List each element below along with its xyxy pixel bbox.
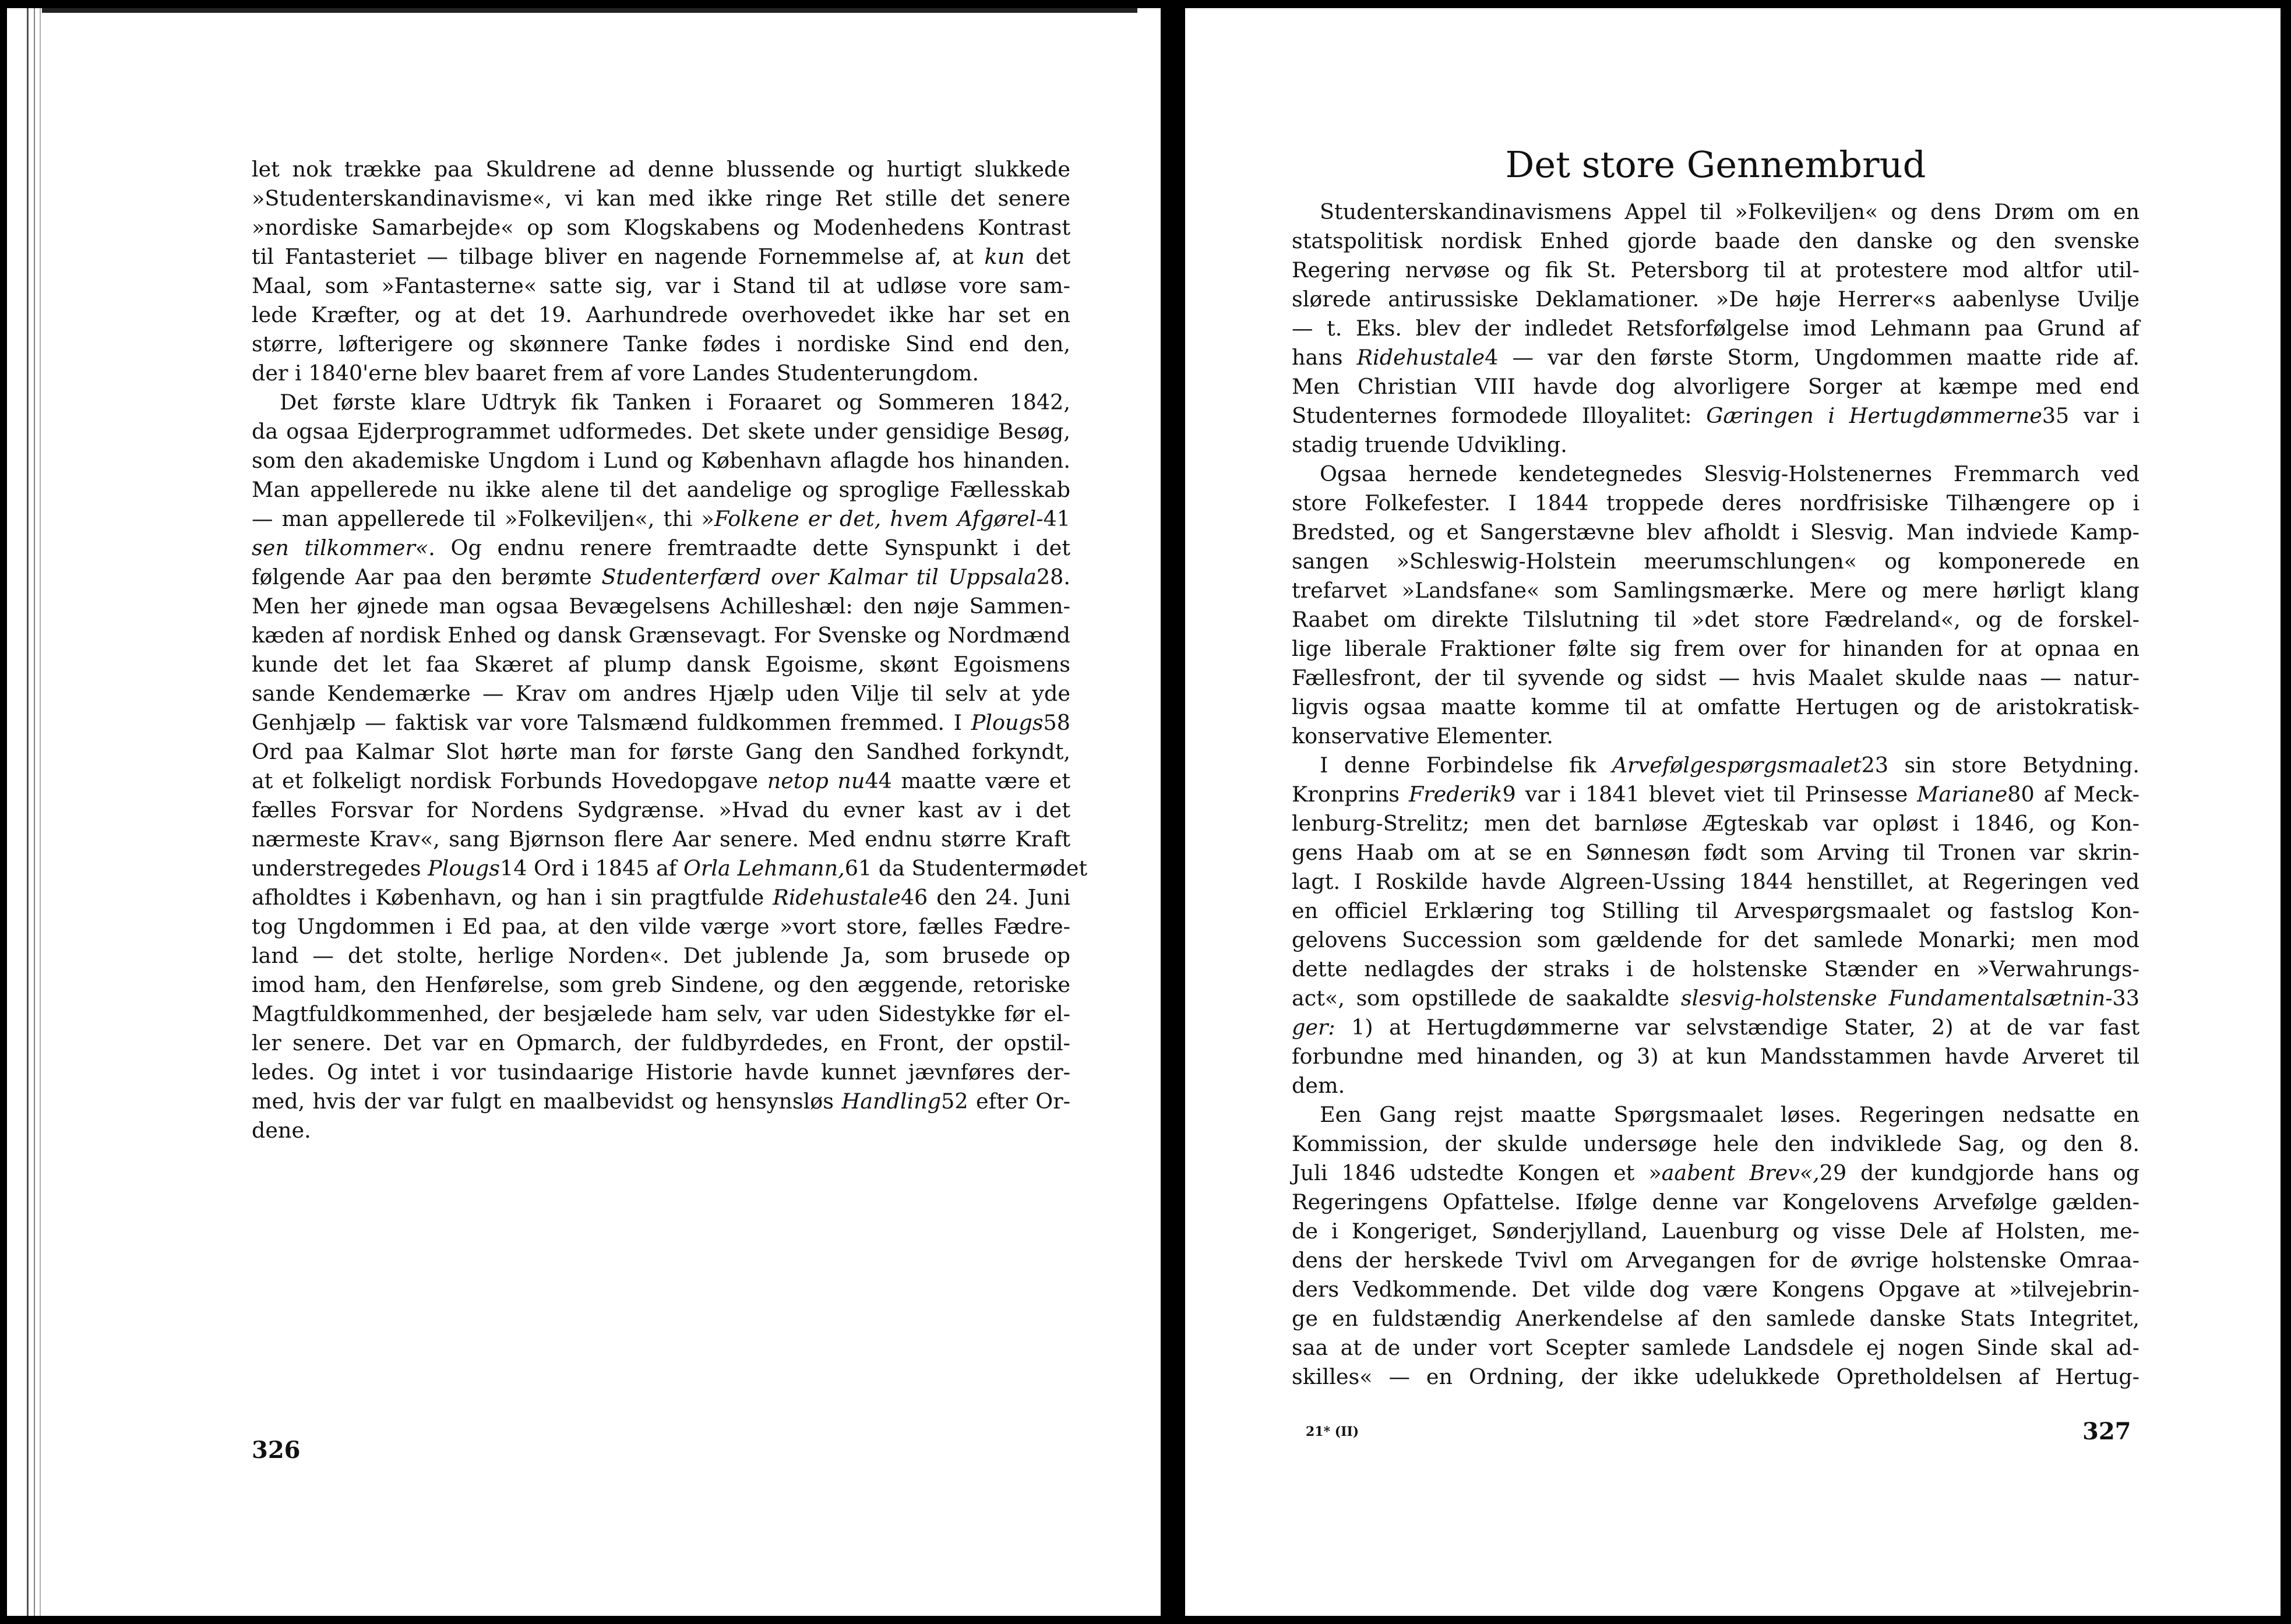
text-line: kunde det let faa Skæret af plump dansk Egoisme, skønt Egoismens (252, 652, 1070, 677)
text-line: fælles Forsvar for Nordens Sydgrænse. »Hvad du evner kast av i det (252, 797, 1070, 822)
left-page (7, 8, 1161, 1616)
text-line: land — det stolte, herlige Norden«. Det jublende Ja, som brusede op (252, 943, 1070, 968)
text-line: der i 1840'erne blev baaret frem af vore Landes Studenterungdom. (252, 361, 979, 386)
text-line: forbundne med hinanden, og 3) at kun Mandsstammen havde Arveret til (1292, 1044, 2140, 1069)
text-line: saa at de under vort Scepter samlede Landsdele ej nogen Sinde skal ad- (1292, 1335, 2140, 1360)
text-line: — man appellerede til »Folkeviljen«, thi »Folkene er det, hvem Afgørel-41 (252, 506, 1070, 531)
text-line: sangen »Schleswig-Holstein meerumschlungen« og komponerede en (1292, 549, 2140, 574)
text-line: Det første klare Udtryk fik Tanken i Foraaret og Sommeren 1842, (280, 390, 1070, 415)
text-line: Ogsaa hernede kendetegnedes Slesvig-Holstenernes Fremmarch ved (1320, 461, 2140, 486)
text-line: lenburg-Strelitz; men det barnløse Ægteskab var opløst i 1846, og Kon- (1292, 811, 2140, 836)
right-page (1185, 8, 2281, 1616)
text-line: sande Kendemærke — Krav om andres Hjælp uden Vilje til selv at yde (252, 681, 1070, 706)
text-line: Regering nervøse og fik St. Petersborg til at protestere mod altfor util- (1292, 257, 2140, 283)
page-top-edge (42, 8, 1137, 13)
text-line: sen tilkommer«. Og endnu renere fremtraadte dette Synspunkt i det (252, 535, 1070, 560)
text-line: lede Kræfter, og at det 19. Aarhundrede overhovedet ikke har set en (252, 302, 1070, 327)
text-line: Studenternes formodede Illoyalitet: Gæringen i Hertugdømmerne35 var i (1292, 403, 2140, 428)
text-line: ge en fuldstændig Anerkendelse af den samlede danske Stats Integritet, (1292, 1306, 2140, 1331)
page-edge-shadow (40, 8, 41, 1616)
text-line: Fællesfront, der til syvende og sidst — hvis Maalet skulde naas — natur- (1292, 665, 2140, 690)
text-line: en officiel Erklæring tog Stilling til Arvespørgsmaalet og fastslog Kon- (1292, 898, 2140, 923)
text-line: de i Kongeriget, Sønderjylland, Lauenburg og visse Dele af Holsten, me- (1292, 1219, 2140, 1244)
text-line: trefarvet »Landsfane« som Samlingsmærke. Mere og mere hørligt klang (1292, 578, 2140, 603)
left-page-body (252, 155, 1088, 1145)
text-line: Maal, som »Fantasterne« satte sig, var i Stand til at udløse vore sam- (252, 273, 1070, 298)
page-edge-shadow (34, 8, 35, 1616)
text-line: act«, som opstillede de saakaldte slesvig-holstenske Fundamentalsætnin-33 (1292, 986, 2140, 1011)
text-line: lagt. I Roskilde havde Algreen-Ussing 1844 henstillet, at Regeringen ved (1292, 869, 2140, 894)
text-line: Man appellerede nu ikke alene til det aandelige og sproglige Fællesskab (252, 477, 1070, 502)
text-line: gens Haab om at se en Sønnesøn født som Arving til Tronen var skrin- (1292, 840, 2140, 865)
text-line: imod ham, den Henførelse, som greb Sindene, og den æggende, retoriske (252, 972, 1070, 997)
text-line: ders Vedkommende. Det vilde dog være Kongens Opgave at »tilvejebrin- (1292, 1277, 2140, 1302)
left-page-number: 326 (252, 1436, 301, 1464)
text-line: da ogsaa Ejderprogrammet udformedes. Det skete under gensidige Besøg, (252, 419, 1070, 444)
text-line: afholdtes i København, og han i sin pragtfulde Ridehustale46 den 24. Juni (252, 885, 1070, 910)
text-line: slørede antirussiske Deklamationer. »De høje Herrer«s aabenlyse Uvilje (1292, 287, 2140, 312)
text-line: Studenterskandinavismens Appel til »Folkeviljen« og dens Drøm om en (1320, 199, 2140, 224)
text-line: skilles« — en Ordning, der ikke udelukkede Opretholdelsen af Hertug- (1292, 1364, 2140, 1389)
text-line: Men her øjnede man ogsaa Bevægelsens Achilleshæl: den nøje Sammen- (252, 594, 1070, 619)
text-line: dene. (252, 1118, 311, 1143)
text-line: Een Gang rejst maatte Spørgsmaalet løses. Regeringen nedsatte en (1320, 1102, 2140, 1127)
text-line: Bredsted, og et Sangerstævne blev afholdt i Slesvig. Man indviede Kamp- (1292, 520, 2140, 545)
text-line: statspolitisk nordisk Enhed gjorde baade den danske og den svenske (1292, 228, 2140, 253)
text-line: til Fantasteriet — tilbage bliver en nagende Fornemmelse af, at kun det (252, 244, 1070, 269)
text-line: dens der herskede Tvivl om Arvegangen for de øvrige holstenske Omraa- (1292, 1248, 2140, 1273)
text-line: »Studenterskandinavisme«, vi kan med ikke ringe Ret stille det senere (252, 186, 1070, 211)
text-line: store Folkefester. I 1844 troppede deres nordfrisiske Tilhængere op i (1292, 490, 2140, 516)
text-line: stadig truende Udvikling. (1292, 432, 1567, 457)
text-line: nærmeste Krav«, sang Bjørnson flere Aar senere. Med endnu større Kraft (252, 827, 1070, 852)
text-line: som den akademiske Ungdom i Lund og København aflagde hos hinanden. (252, 448, 1070, 473)
text-line: gelovens Succession som gældende for det samlede Monarki; men mod (1292, 927, 2140, 952)
text-line: Raabet om direkte Tilslutning til »det store Fædreland«, og de forskel- (1292, 607, 2140, 632)
text-line: Men Christian VIII havde dog alvorligere Sorger at kæmpe med end (1292, 374, 2140, 399)
right-page-body (1292, 197, 2140, 1392)
text-line: ligvis ogsaa maatte komme til at omfatte Hertugen og de aristokratisk- (1292, 694, 2140, 719)
text-line: I denne Forbindelse fik Arvefølgespørgsmaalet23 sin store Betydning. (1320, 753, 2140, 778)
text-line: konservative Elementer. (1292, 723, 1553, 749)
text-line: Regeringens Opfattelse. Ifølge denne var Kongelovens Arvefølge gælden- (1292, 1189, 2140, 1215)
text-line: følgende Aar paa den berømte Studenterfærd over Kalmar til Uppsala28. (252, 564, 1070, 589)
text-line: hans Ridehustale4 — var den første Storm, Ungdommen maatte ride af. (1292, 345, 2140, 370)
text-line: Magtfuldkommenhed, der besjælede ham selv, var uden Sidestykke før el- (252, 1001, 1070, 1026)
text-line: Juli 1846 udstedte Kongen et »aabent Brev«,29 der kundgjorde hans og (1292, 1160, 2140, 1185)
chapter-title: Det store Gennembrud (1505, 143, 1926, 186)
text-line: ler senere. Det var en Opmarch, der fuldbyrdedes, en Front, der opstil- (252, 1030, 1070, 1055)
signature-mark: 21* (II) (1306, 1424, 1359, 1439)
page-edge-shadow (27, 8, 29, 1616)
right-page-number: 327 (2082, 1418, 2131, 1445)
text-line: ledes. Og intet i vor tusindaarige Historie havde kunnet jævnføres der- (252, 1060, 1070, 1085)
text-line: understregedes Plougs14 Ord i 1845 af Orla Lehmann,61 da Studentermødet (252, 856, 1088, 881)
text-line: lige liberale Fraktioner følte sig frem over for hinanden for at opnaa en (1292, 636, 2140, 661)
text-line: større, løfterigere og skønnere Tanke fødes i nordiske Sind end den, (252, 331, 1070, 356)
text-line: Kommission, der skulde undersøge hele den indviklede Sag, og den 8. (1292, 1131, 2140, 1156)
text-line: dette nedlagdes der straks i de holstenske Stænder en »Verwahrungs- (1292, 956, 2140, 982)
text-line: Ord paa Kalmar Slot hørte man for første Gang den Sandhed forkyndt, (252, 739, 1070, 764)
text-line: Kronprins Frederik9 var i 1841 blevet viet til Prinsesse Mariane80 af Meck- (1292, 782, 2140, 807)
text-line: dem. (1292, 1073, 1345, 1098)
text-line: »nordiske Samarbejde« op som Klogskabens og Modenhedens Kontrast (252, 215, 1070, 240)
text-line: tog Ungdommen i Ed paa, at den vilde værge »vort store, fælles Fædre- (252, 914, 1070, 939)
text-line: med, hvis der var fulgt en maalbevidst og hensynsløs Handling52 efter Or- (252, 1089, 1070, 1114)
text-line: kæden af nordisk Enhed og dansk Grænsevagt. For Svenske og Nordmænd (252, 623, 1070, 648)
text-line: let nok trække paa Skuldrene ad denne blussende og hurtigt slukkede (252, 157, 1070, 182)
text-line: ger: 1) at Hertugdømmerne var selvstændige Stater, 2) at de var fast (1292, 1015, 2140, 1040)
text-line: Genhjælp — faktisk var vore Talsmænd fuldkommen fremmed. I Plougs58 (252, 710, 1070, 735)
text-line: — t. Eks. blev der indledet Retsforfølgelse imod Lehmann paa Grund af (1292, 316, 2140, 341)
text-line: at et folkeligt nordisk Forbunds Hovedopgave netop nu44 maatte være et (252, 768, 1070, 793)
